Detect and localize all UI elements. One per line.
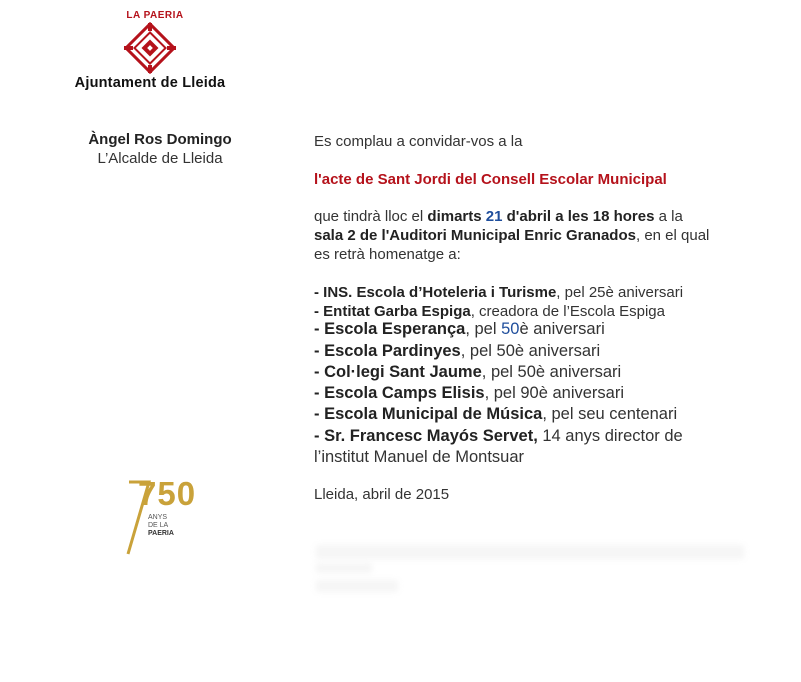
honoree-item	[314, 320, 605, 339]
honoree-name: - Col·legi Sant Jaume	[314, 363, 482, 381]
honoree-item	[314, 384, 624, 403]
anniversary-badge	[118, 474, 204, 560]
badge-line-1: ANYS	[148, 514, 168, 521]
place-date: Lleida, abril de 2015	[314, 486, 450, 503]
honoree-item	[314, 283, 683, 302]
logo-top-text: LA PAERIA	[126, 10, 184, 21]
faded-signature-line	[316, 563, 372, 573]
honoree-name: - Escola Camps Elisis	[314, 384, 485, 402]
honoree-name: - INS. Escola d’Hoteleria i Turisme	[314, 284, 557, 301]
details-line-2	[314, 226, 709, 245]
honoree-item	[314, 427, 683, 446]
honoree-detail: , pel 25è aniversari	[556, 284, 684, 301]
details-date-time: d'abril a les 18 hores	[502, 208, 655, 225]
details-venue-suffix: , en el qual	[635, 227, 710, 244]
paeria-emblem-icon	[122, 22, 178, 74]
honoree-detail: 14 anys director de	[537, 427, 683, 445]
honoree-item	[314, 363, 621, 382]
honoree-item	[314, 342, 600, 361]
honoree-name: - Entitat Garba Espiga	[314, 303, 471, 320]
details-line-1	[314, 207, 683, 226]
details-venue: sala 2 de l'Auditori Municipal Enric Granados	[314, 227, 636, 244]
honoree-detail: , pel seu centenari	[542, 405, 678, 423]
badge-line-2: DE LA	[148, 522, 169, 529]
honoree-continuation: l’institut Manuel de Montsuar	[314, 448, 525, 466]
honoree-name: - Escola Municipal de Música	[314, 405, 543, 423]
honoree-detail: , creadora de l’Escola Espiga	[470, 303, 665, 320]
badge-number-text: 750	[138, 475, 197, 512]
honoree-name: - Sr. Francesc Mayós Servet,	[314, 427, 538, 445]
honoree-detail: , pel 90è aniversari	[484, 384, 624, 402]
honoree-detail-number: 50	[501, 320, 520, 338]
details-text: que tindrà lloc el	[314, 208, 428, 225]
event-title: l'acte de Sant Jordi del Consell Escolar Municipal	[314, 171, 667, 188]
details-date-day: 21	[485, 208, 503, 225]
honoree-item	[314, 302, 665, 321]
details-text-end: a la	[654, 208, 683, 225]
sender-name: Àngel Ros Domingo	[88, 131, 232, 148]
honoree-item	[314, 405, 677, 424]
details-line-3: es retrà homenatge a:	[314, 246, 461, 263]
honoree-name: - Escola Pardinyes	[314, 342, 461, 360]
honoree-detail: , pel 50è aniversari	[481, 363, 622, 381]
faded-signature-line	[316, 580, 398, 592]
badge-line-3: PAERIA	[148, 530, 174, 537]
honoree-detail: , pel 50è aniversari	[460, 342, 601, 360]
sender-title: L’Alcalde de Lleida	[97, 150, 223, 167]
badge-number	[138, 476, 196, 512]
logo-name: Ajuntament de Lleida	[74, 75, 226, 91]
details-date-label: dimarts	[427, 208, 486, 225]
honoree-detail-end: è aniversari	[519, 320, 605, 338]
faded-signature-line	[316, 545, 744, 559]
honoree-name: - Escola Esperança	[314, 320, 466, 338]
honoree-detail: , pel	[465, 320, 502, 338]
intro-line: Es complau a convidar-vos a la	[314, 133, 523, 150]
